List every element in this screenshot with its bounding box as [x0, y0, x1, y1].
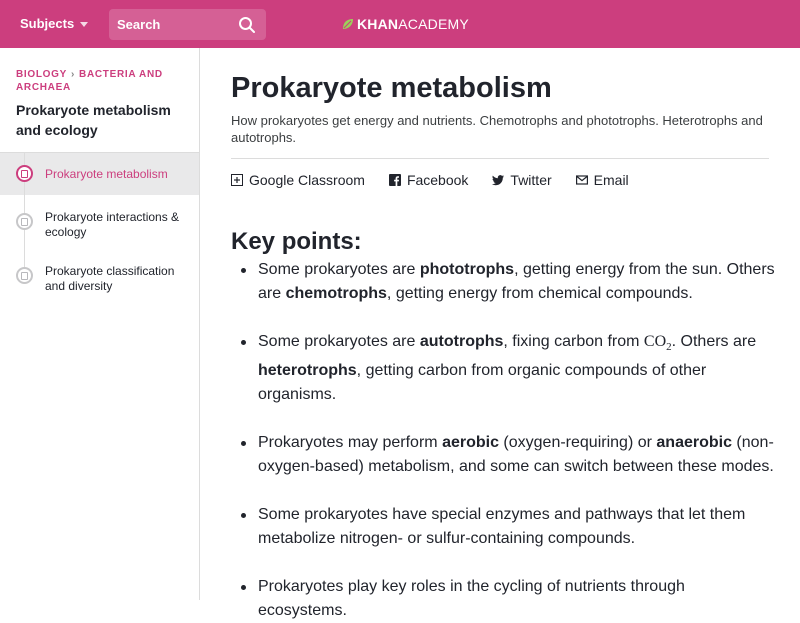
point-text: Prokaryotes play key roles in the cycling of nutrients through ecosystems. — [258, 578, 685, 620]
point-text: (non-oxygen-based) metabolism, and some can switch between these modes. — [258, 434, 774, 476]
breadcrumb-bacteria-and-archaea[interactable]: BACTERIA AND ARCHAEA — [16, 69, 163, 93]
term-heterotrophs: heterotrophs — [258, 362, 357, 380]
share-label: Google Classroom — [249, 172, 365, 188]
twitter-share-button[interactable] — [492, 172, 551, 188]
share-label: Twitter — [510, 172, 552, 188]
caret-down-icon — [80, 22, 88, 27]
point-text: Some prokaryotes have special enzymes and pathways that let them metabolize nitrogen- or sulfur-containing compounds. — [258, 506, 746, 548]
subjects-menu-button[interactable] — [20, 16, 88, 31]
google-classroom-icon — [231, 174, 243, 186]
formula-text: CO — [643, 333, 667, 350]
term-anaerobic: anaerobic — [656, 434, 732, 452]
point-text: , getting carbon from organic compounds of other organisms. — [258, 362, 707, 404]
term-chemotrophs: chemotrophs — [285, 285, 387, 302]
sidebar-item-label: Prokaryote classification and diversity — [45, 264, 175, 293]
point-text: , getting energy from the sun. Others are — [258, 261, 775, 302]
document-icon — [21, 218, 28, 226]
sidebar — [0, 48, 200, 600]
article-status-icon — [16, 267, 33, 284]
formula-subscript: 2 — [666, 341, 672, 354]
share-label: Facebook — [406, 172, 469, 188]
point-text: . Others are — [671, 333, 757, 350]
breadcrumb-biology[interactable]: BIOLOGY — [16, 69, 68, 80]
document-icon — [21, 170, 28, 178]
leaf-icon — [342, 18, 354, 30]
co2-formula — [643, 333, 672, 354]
point-text: Some prokaryotes are — [258, 261, 420, 278]
khan-academy-logo[interactable] — [342, 16, 469, 32]
point-text: Some prokaryotes are — [258, 333, 420, 350]
divider — [231, 158, 769, 159]
search-input[interactable] — [117, 17, 238, 32]
twitter-icon — [492, 174, 504, 186]
sidebar-title[interactable]: Prokaryote metabolism and ecology — [16, 102, 171, 138]
breadcrumb — [16, 68, 186, 94]
list-item — [231, 503, 776, 551]
point-text: Prokaryotes may perform — [258, 434, 443, 452]
point-text: (oxygen-requiring) or — [498, 434, 657, 452]
page-title: Prokaryote metabolism — [231, 72, 552, 104]
sidebar-item-label: Prokaryote metabolism — [45, 167, 168, 181]
term-autotrophs: autotrophs — [419, 333, 504, 350]
list-item — [231, 431, 776, 479]
logo-text-academy: ACADEMY — [398, 16, 469, 32]
chevron-right-icon: › — [71, 69, 76, 80]
search-icon[interactable] — [238, 16, 256, 34]
google-classroom-share-button[interactable] — [231, 172, 365, 188]
list-item — [231, 330, 776, 407]
document-icon — [21, 272, 28, 280]
facebook-icon — [389, 174, 401, 186]
top-navigation-bar — [0, 0, 800, 48]
list-item — [231, 575, 776, 623]
search-box — [109, 9, 266, 40]
sidebar-item-prokaryote-classification-diversity[interactable] — [0, 249, 199, 303]
article-status-icon — [16, 165, 33, 182]
key-points-heading: Key points: — [231, 228, 362, 255]
facebook-share-button[interactable] — [389, 172, 468, 188]
sidebar-lesson-list — [0, 152, 199, 303]
point-text: , fixing carbon from — [503, 333, 644, 350]
key-points-list — [231, 258, 776, 623]
email-share-button[interactable] — [576, 172, 629, 188]
article-description: How prokaryotes get energy and nutrients. Chemotrophs and phototrophs. Heterotrophs and autotrophs. — [231, 113, 763, 145]
sidebar-item-prokaryote-metabolism[interactable] — [0, 153, 199, 195]
logo-text-khan: KHAN — [357, 16, 399, 32]
sidebar-item-prokaryote-interactions-ecology[interactable] — [0, 195, 199, 249]
sidebar-item-label: Prokaryote interactions & ecology — [45, 210, 180, 239]
list-item — [231, 258, 776, 306]
subjects-label: Subjects — [20, 16, 75, 31]
term-aerobic: aerobic — [442, 434, 499, 452]
point-text: , getting energy from chemical compounds. — [386, 285, 693, 302]
share-label: Email — [593, 172, 629, 188]
term-phototrophs: phototrophs — [419, 261, 515, 278]
email-icon — [576, 174, 588, 186]
article-status-icon — [16, 213, 33, 230]
share-bar — [231, 172, 629, 188]
